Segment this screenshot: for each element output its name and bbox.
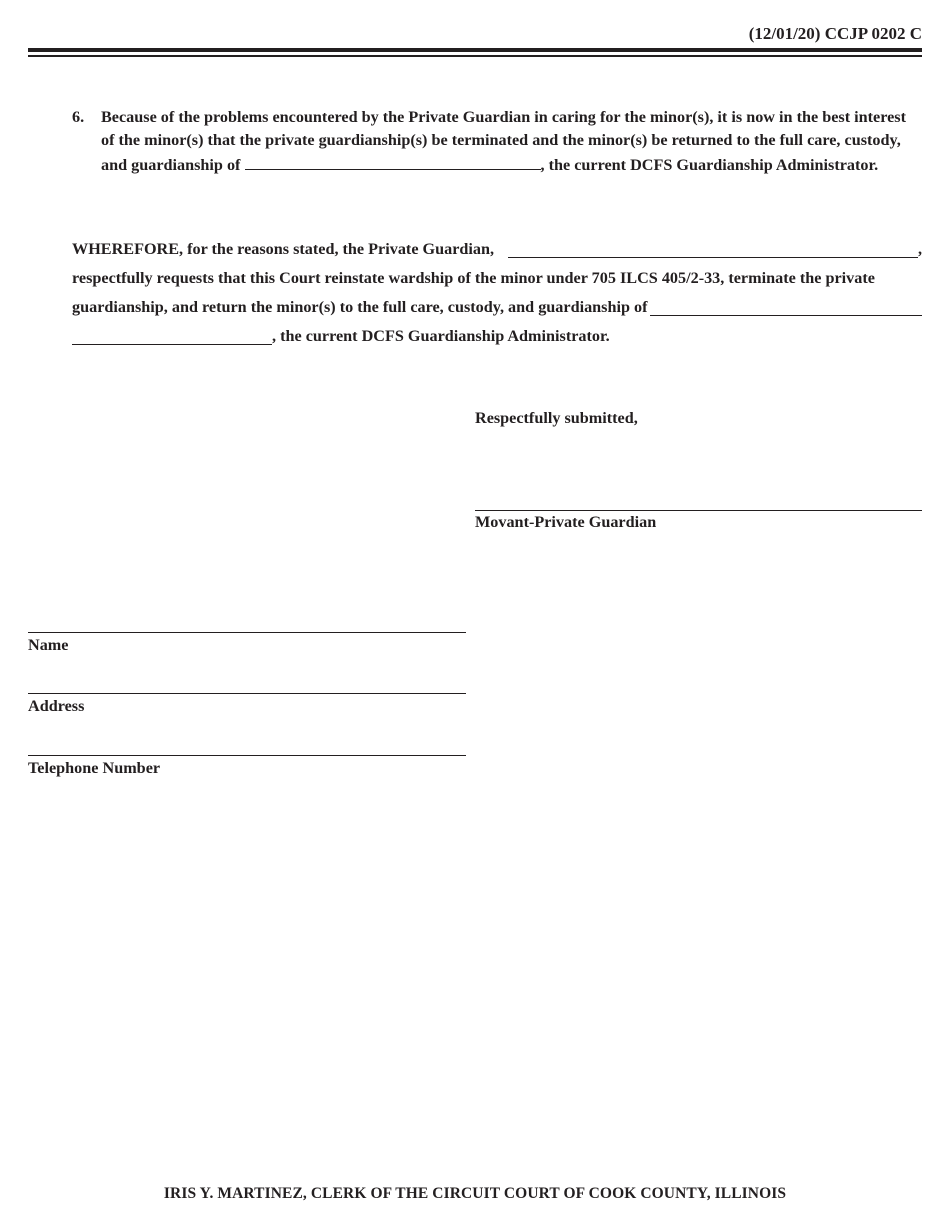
wherefore-line-3 <box>72 293 922 322</box>
wherefore-line-3-text: guardianship, and return the minor(s) to the full care, custody, and guardianship of <box>72 298 648 316</box>
telephone-label: Telephone Number <box>28 759 161 777</box>
wherefore-line-2-text: respectfully requests that this Court reinstate wardship of the minor under 705 ILCS 405/2-33, terminate the private <box>72 269 875 287</box>
paragraph-6 <box>72 106 922 177</box>
header-rule-thin <box>28 55 922 57</box>
wherefore-line-4 <box>72 322 922 351</box>
footer-clerk: IRIS Y. MARTINEZ, CLERK OF THE CIRCUIT COURT OF COOK COUNTY, ILLINOIS <box>163 1185 787 1202</box>
paragraph-body <box>101 106 922 177</box>
dcfs-administrator-blank[interactable] <box>245 152 541 170</box>
signature-line[interactable] <box>475 510 922 511</box>
wherefore-line-1-comma: , <box>917 240 922 258</box>
signature-label: Movant-Private Guardian <box>475 513 657 531</box>
paragraph-text-after: , the current DCFS Guardianship Administrator. <box>540 156 879 174</box>
name-line[interactable] <box>28 632 466 633</box>
wherefore-line-1-text: WHEREFORE, for the reasons stated, the Private Guardian, <box>72 240 495 258</box>
telephone-line[interactable] <box>28 755 466 756</box>
wherefore-clause <box>72 235 922 351</box>
wherefore-line-4-text: , the current DCFS Guardianship Administrator. <box>272 327 610 345</box>
dcfs-administrator-blank-2a[interactable] <box>650 298 923 316</box>
closing-text: Respectfully submitted, <box>475 409 638 427</box>
address-label: Address <box>28 697 85 715</box>
wherefore-line-1 <box>72 235 922 264</box>
private-guardian-name-blank[interactable] <box>508 240 918 258</box>
paragraph-number: 6. <box>72 108 85 126</box>
header-rule-thick <box>28 48 922 52</box>
address-line[interactable] <box>28 693 466 694</box>
dcfs-administrator-blank-2b[interactable] <box>72 327 272 345</box>
paragraph-text-before: Because of the problems encountered by the Private Guardian in caring for the minor(s), it is now in the best interest of the minor(s) that the private guardianship(s) be terminated and the minor(s) be returned to the full care, custody, and guardianship of <box>101 108 906 174</box>
form-id: (12/01/20) CCJP 0202 C <box>748 24 922 43</box>
name-label: Name <box>28 636 69 654</box>
wherefore-line-2 <box>72 264 922 293</box>
